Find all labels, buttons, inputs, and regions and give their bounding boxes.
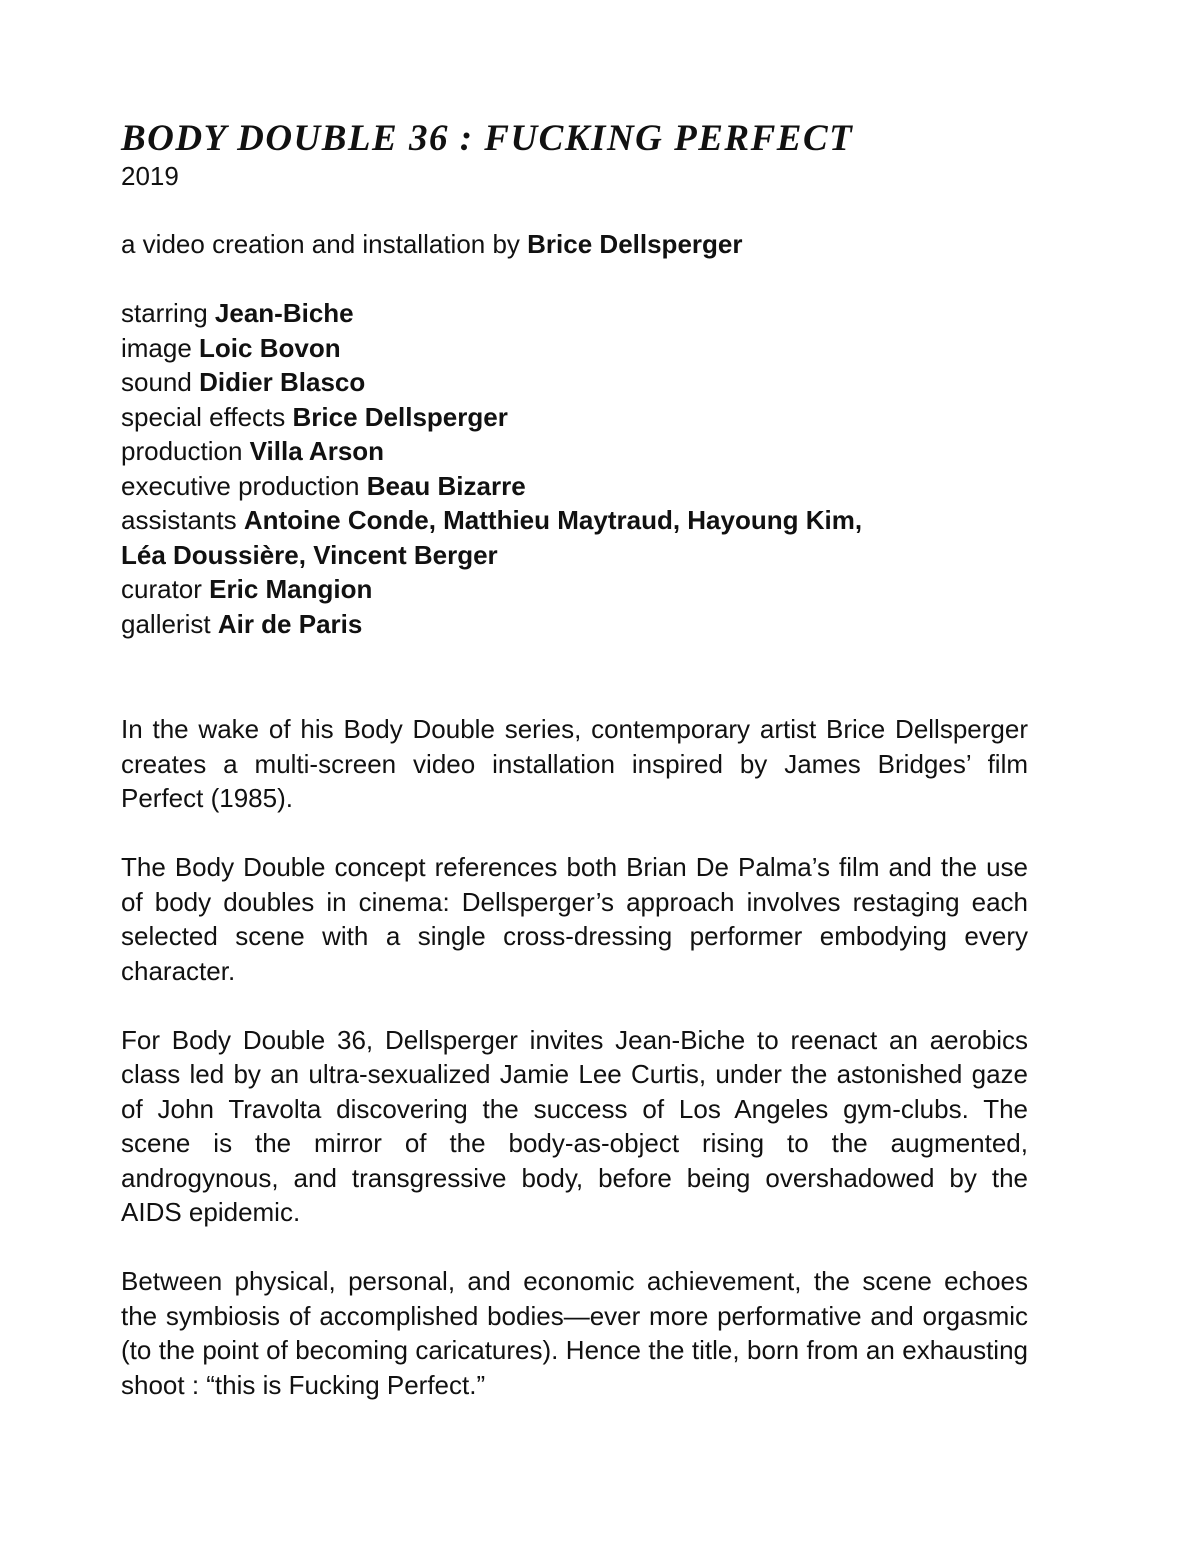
credit-sound bbox=[121, 365, 1028, 400]
year: 2019 bbox=[121, 161, 179, 191]
paragraph: Between physical, personal, and economic achievement, the scene echoes the symbiosis of accomplished bodies—ever more performative and orgasmic (to the point of becoming caricatures). Hence the title, born from an exhausting shoot : “this is Fucking Perfect.” bbox=[121, 1266, 1028, 1400]
credit-role: gallerist bbox=[121, 608, 218, 639]
document-title: BODY DOUBLE 36 : FUCKING PERFECT bbox=[121, 118, 854, 159]
credit-assistants-continued bbox=[121, 538, 1028, 573]
credit-curator bbox=[121, 572, 1028, 607]
credit-role: assistants bbox=[121, 505, 244, 535]
byline-prefix: a video creation and installation by bbox=[121, 229, 528, 259]
credit-role: image bbox=[121, 332, 200, 363]
credit-name: Loic Bovon bbox=[199, 332, 341, 363]
credit-production bbox=[121, 434, 1028, 469]
credit-role: starring bbox=[121, 298, 215, 328]
credit-image bbox=[121, 331, 1028, 366]
credit-executive-production bbox=[121, 469, 1028, 504]
credit-name: Eric Mangion bbox=[209, 574, 373, 604]
credit-starring bbox=[121, 296, 1028, 331]
credit-assistants bbox=[121, 503, 1028, 538]
credits-list bbox=[121, 296, 1028, 641]
paragraph: In the wake of his Body Double series, contemporary artist Brice Dellsperger creates a multi-screen video installation inspired by James Bridges’ film Perfect (1985). bbox=[121, 714, 1028, 813]
document-page bbox=[121, 118, 1028, 1402]
credit-role: curator bbox=[121, 574, 210, 604]
credit-role: special effects bbox=[121, 401, 293, 432]
credit-name: Antoine Conde, Matthieu Maytraud, Hayoung Kim, bbox=[243, 505, 863, 535]
credit-role: sound bbox=[121, 367, 200, 397]
credit-name: Léa Doussière, Vincent Berger bbox=[121, 539, 498, 570]
credit-name: Jean-Biche bbox=[214, 298, 354, 328]
credit-role: executive production bbox=[121, 470, 367, 501]
credit-role: production bbox=[121, 436, 250, 466]
description bbox=[121, 712, 1028, 1402]
credit-special-effects bbox=[121, 400, 1028, 435]
paragraph: The Body Double concept references both Brian De Palma’s film and the use of body doubles in cinema: Dellsperger’s approach involves restaging each selected scene with a single cross-dressing performer embodying every character. bbox=[121, 852, 1028, 986]
credit-name: Brice Dellsperger bbox=[292, 401, 508, 432]
credit-name: Beau Bizarre bbox=[366, 470, 526, 501]
byline bbox=[121, 228, 1028, 260]
credit-gallerist bbox=[121, 607, 1028, 642]
byline-artist: Brice Dellsperger bbox=[527, 229, 743, 259]
credit-name: Didier Blasco bbox=[199, 367, 366, 397]
credit-name: Villa Arson bbox=[249, 436, 385, 466]
credit-name: Air de Paris bbox=[217, 608, 363, 639]
paragraph: For Body Double 36, Dellsperger invites Jean-Biche to reenact an aerobics class led by an ultra-sexualized Jamie Lee Curtis, under the astonished gaze of John Travolta discovering the success of Los Angeles gym-clubs. The scene is the mirror of the body-as-object rising to the augmented, androgynous, and transgressive body, before being overshadowed by the AIDS epidemic. bbox=[121, 1024, 1028, 1227]
